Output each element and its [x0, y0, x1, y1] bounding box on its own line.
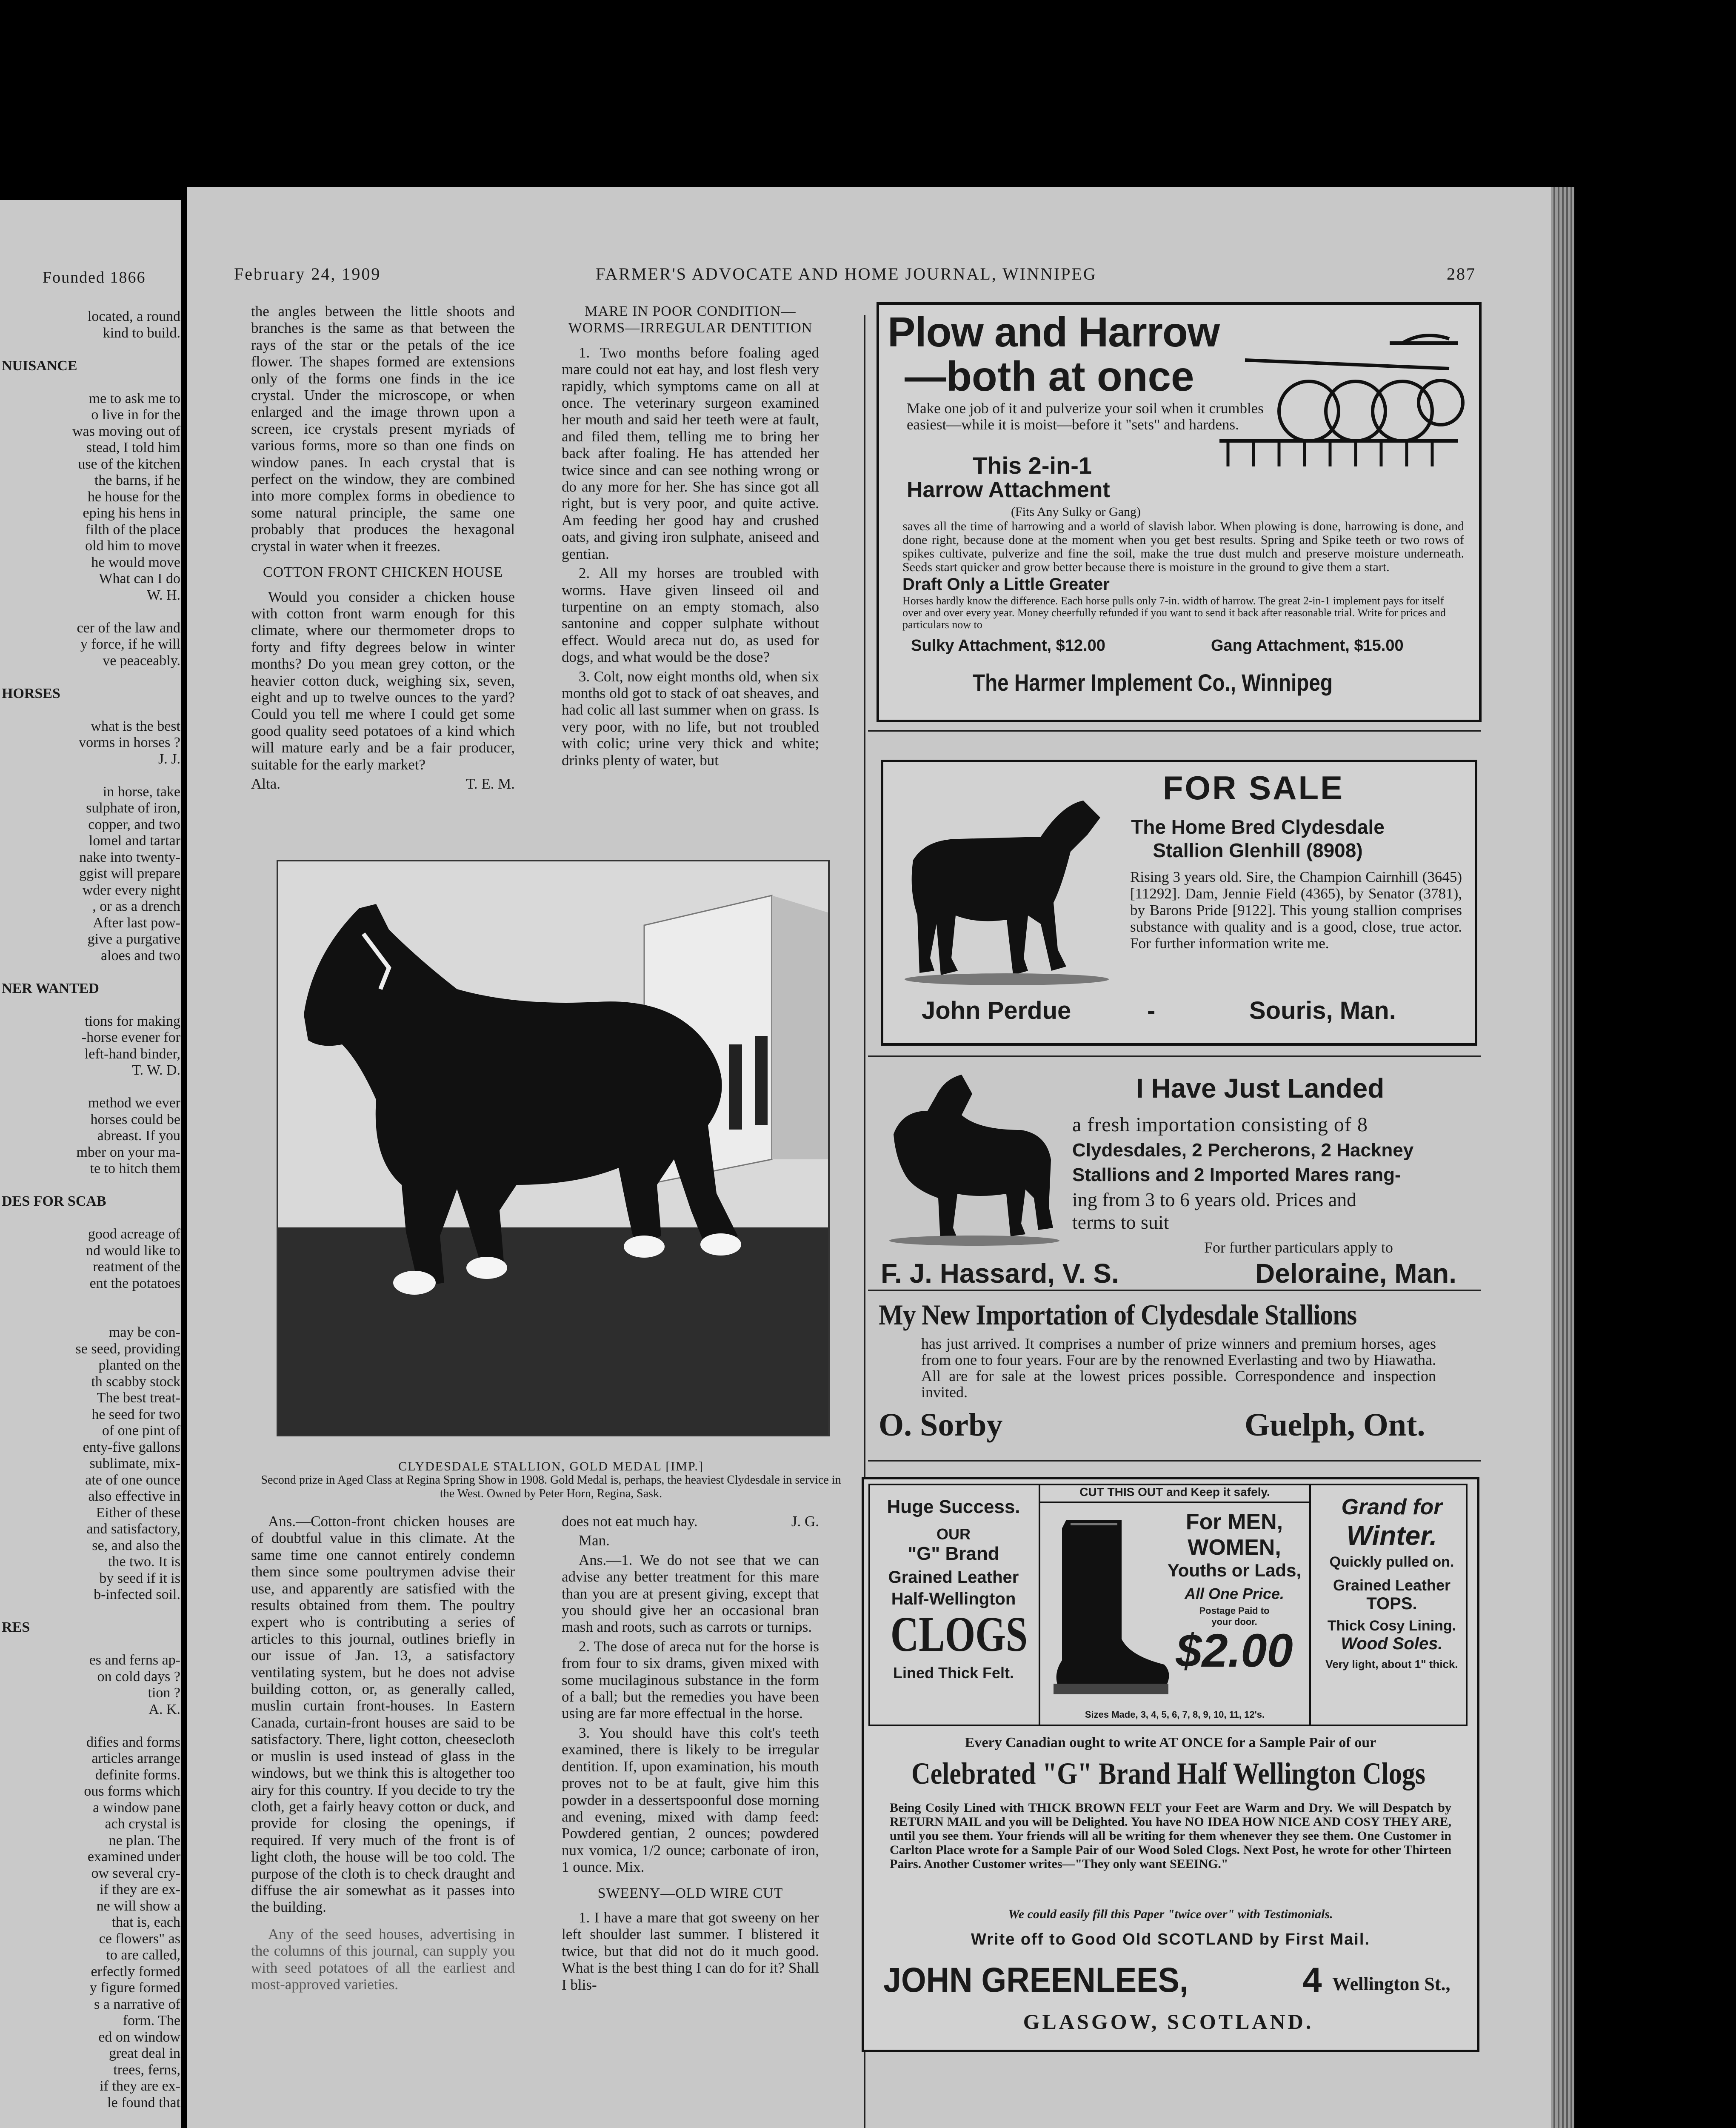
- sorby-body: has just arrived. It comprises a number of prize winners and premium horses, ages from one to four years. Four are by the renowned Everlasting and two by Hiawatha. All are for sale at the lowest prices possible. Correspondence and inspection invited.: [921, 1335, 1436, 1401]
- left-page-line: sulphate of iron,: [86, 800, 180, 816]
- page-date: February 24, 1909: [234, 264, 381, 283]
- landed-place: Deloraine, Man.: [1255, 1258, 1456, 1289]
- mare-a2: 2. The dose of areca nut for the horse is from four to six drams, given mixed with some mucilaginous substance in the form of a ball; but the remedies you have been using are far more effectual in the horse.: [562, 1638, 819, 1722]
- left-page-line: HORSES: [2, 685, 60, 701]
- left-page-line: planted on the: [98, 1357, 180, 1373]
- left-page-line: and satisfactory,: [86, 1521, 180, 1537]
- landed-further: For further particulars apply to: [1204, 1239, 1393, 1256]
- left-page-line: trees, ferns,: [113, 2062, 180, 2078]
- left-page-line: stead, I told him: [86, 440, 180, 455]
- left-page-line: [2, 341, 180, 358]
- left-page-line: old him to move: [85, 538, 180, 554]
- left-page-line: cer of the law and: [77, 620, 180, 636]
- left-page-line: DES FOR SCAB: [2, 1193, 106, 1209]
- clogs-mid-text: [1158, 1509, 1311, 1677]
- landed-line-1: a fresh importation consisting of 8: [1072, 1113, 1368, 1136]
- clogs-left-1: Huge Success.: [887, 1496, 1020, 1517]
- sale-place: Souris, Man.: [1249, 997, 1396, 1024]
- clogs-name: JOHN GREENLEES,: [883, 1961, 1188, 1999]
- sale-body: Rising 3 years old. Sire, the Champion Cairnhill (3645) [11292]. Dam, Jennie Field (4365), by Senator (3781), by Barons Pride [9122]. This young stallion comprises substance with quality and is a good, close, true actor. For further information write me.: [1130, 869, 1462, 952]
- left-page-line: [2, 374, 180, 391]
- left-page-line: what is the best: [91, 718, 180, 734]
- left-page-line: nd would like to: [86, 1242, 180, 1258]
- right-page: [187, 187, 1551, 2128]
- landed-line-5: terms to suit: [1072, 1211, 1169, 1233]
- horse-icon-landed: [881, 1070, 1064, 1249]
- clogs-left-2: OUR: [937, 1525, 971, 1543]
- clogs-city: GLASGOW, SCOTLAND.: [1023, 2010, 1314, 2034]
- left-page-line: nake into twenty-: [79, 849, 180, 865]
- left-page-line: th scabby stock: [91, 1373, 180, 1390]
- clogs-right-7: Wood Soles.: [1341, 1634, 1443, 1653]
- left-page-line: [2, 1603, 180, 1620]
- clogs-addr-num: 4: [1302, 1961, 1322, 1999]
- left-page-line: aloes and two: [101, 947, 180, 964]
- ad-for-sale: [881, 760, 1477, 1046]
- mare-a1: Ans.—1. We do not see that we can advise any better treatment for this mare than you are at present giving, except that you should give her an occasional bran mash and roots, such as carrots or turnips.: [562, 1551, 819, 1636]
- journal-title: FARMER'S ADVOCATE AND HOME JOURNAL, WINNIPEG: [596, 264, 1097, 283]
- left-page-line: ne will show a: [96, 1898, 180, 1914]
- left-page-line: te to hitch them: [90, 1161, 180, 1176]
- plow-draft-heading: Draft Only a Little Greater: [902, 575, 1110, 594]
- left-page-line: great deal in: [108, 2045, 180, 2061]
- left-page-line: RES: [2, 1619, 30, 1635]
- left-page-line: examined under: [87, 1849, 180, 1865]
- sale-dash: -: [1147, 997, 1156, 1024]
- landed-title: I Have Just Landed: [1136, 1073, 1385, 1104]
- clogs-write: Write off to Good Old SCOTLAND by First Mail.: [971, 1931, 1370, 1948]
- left-page-line: a window pane: [93, 1799, 180, 1816]
- left-page-line: he seed for two: [91, 1406, 180, 1422]
- left-page-line: erfectly formed: [91, 1963, 180, 1979]
- clogs-mid-1: For MEN,: [1185, 1510, 1283, 1534]
- left-page-line: ed on window: [98, 2029, 180, 2045]
- boot-icon: [1045, 1511, 1173, 1699]
- sweeny-q1: 1. I have a mare that got sweeny on her left shoulder last summer. I blistered it twice, but that did not do it much good. What is the best thing I can do for it? Shall I blis-: [562, 1909, 819, 1993]
- left-page-line: he would move: [91, 554, 180, 570]
- clogs-left-panel: [873, 1496, 1034, 1682]
- left-page-line: may be con-: [108, 1324, 180, 1340]
- left-page-line: the barns, if he: [94, 472, 180, 488]
- left-page-line: articles arrange: [91, 1750, 180, 1766]
- left-page-line: [2, 1177, 180, 1194]
- left-page-line: he house for the: [87, 489, 180, 505]
- left-page-line: y force, if he will: [80, 636, 180, 652]
- left-page-line: sublimate, mix-: [89, 1456, 180, 1471]
- clogs-mid-4: All One Price.: [1184, 1585, 1285, 1602]
- sale-sub-1: The Home Bred Clydesdale: [1131, 816, 1385, 838]
- clogs-body: Being Cosily Lined with THICK BROWN FELT your Feet are Warm and Dry. We will Despatch by RETURN MAIL and you will be Delighted. You have NO IDEA HOW NICE AND COSY THEY ARE, until you see them. Your friends will all be writing for them whenever they see them. One Customer in Carlton Place wrote for a Sample Pair of our Wood Soled Clogs. Next Post, he wrote for other Thirteen Pairs. Another Customer writes—"They only want SEEING.": [890, 1801, 1451, 1871]
- left-page-line: y figure formed: [89, 1980, 180, 1996]
- plow-title-2: —both at once: [905, 353, 1194, 400]
- clogs-right-3: Quickly pulled on.: [1329, 1554, 1454, 1570]
- left-page-line: [2, 1292, 180, 1308]
- plow-name-1: This 2-in-1: [973, 452, 1092, 479]
- chicken-sig-place: Alta.: [251, 775, 281, 792]
- left-page-line: , or as a drench: [92, 898, 180, 914]
- clogs-left-6: CLOGS: [890, 1606, 1028, 1662]
- left-page-line: the two. It is: [108, 1554, 180, 1570]
- left-page-line: enty-five gallons: [83, 1439, 180, 1455]
- mare-q2: 2. All my horses are troubled with worms. Have given linseed oil and turpentine on an empty stomach, also santonine and copper sulphate without effect. Would areca nut do, as used for dogs, and what would be the dose?: [562, 565, 819, 666]
- horse-icon-sale: [900, 788, 1113, 988]
- mare-q1: 1. Two months before foaling aged mare could not eat hay, and lost flesh very rapidly, which symptoms came on all at once. The veterinary surgeon examined her mouth and said her teeth were at fault, and filed them, telling me to bring her back after foaling. He has attended her twice since and can see nothing wrong or do any more for her. She has since got all right, but is very poor, and quite active. Am feeding her good hay and crushed oats, and giving iron sulphate, aniseed and gentian.: [562, 344, 819, 562]
- plow-intro: Make one job of it and pulverize your soil when it crumbles easiest—while it is moist—before it "sets" and hardens.: [907, 400, 1264, 433]
- left-page-line: b-infected soil.: [94, 1587, 180, 1602]
- chicken-answer-2: Any of the seed houses, advertising in the columns of this journal, can supply you with seed potatoes of all the earliest and most-approved varieties.: [251, 1925, 515, 1993]
- left-page-line: method we ever: [88, 1095, 180, 1111]
- left-page-line: difies and forms: [86, 1734, 180, 1750]
- left-page-column: [2, 309, 180, 2111]
- chicken-house-heading: COTTON FRONT CHICKEN HOUSE: [263, 564, 503, 581]
- left-page-line: reatment of the: [93, 1259, 180, 1275]
- left-page-line: ow several cry-: [91, 1865, 180, 1881]
- left-page-line: le found that: [107, 2094, 180, 2111]
- left-page-line: also effective in: [88, 1488, 180, 1504]
- left-page-line: NUISANCE: [2, 358, 77, 374]
- left-page-line: in horse, take: [103, 784, 180, 800]
- clogs-right-2: Winter.: [1346, 1520, 1437, 1551]
- left-page-line: form. The: [123, 2013, 180, 2028]
- left-page-line: [2, 604, 180, 620]
- left-page-line: [2, 997, 180, 1013]
- column-1-bottom: [251, 1513, 515, 1995]
- mare-cont: [562, 1513, 819, 1530]
- clogs-price: $2.00: [1176, 1625, 1293, 1677]
- mare-a3: 3. You should have this colt's teeth examined, there is likely to be irregular dentition. If, upon examination, his mouth proves not to be at fault, give him this powder in a dessertspoonful dose morning and evening, mixed with damp feed: Powdered gentian, 2 ounces; powdered nux vomica, 1/2 ounce; carbonate of iron, 1 ounce. Mix.: [562, 1724, 819, 1876]
- plow-gang-price: Gang Attachment, $15.00: [1211, 637, 1404, 655]
- clydesdale-photo: [277, 860, 830, 1436]
- left-page-line: [2, 1718, 180, 1734]
- clogs-right-5: TOPS.: [1366, 1594, 1417, 1613]
- left-page-line: ve peaceably.: [103, 652, 180, 669]
- clogs-left-5: Half-Wellington: [891, 1590, 1016, 1608]
- ad-rule-1: [868, 730, 1481, 732]
- left-page-line: me to ask me to: [89, 390, 180, 406]
- sale-sub-2: Stallion Glenhill (8908): [1153, 839, 1363, 861]
- column-2-top: [562, 303, 819, 771]
- sweeny-heading: SWEENY—OLD WIRE CUT: [597, 1885, 783, 1901]
- sale-name: John Perdue: [922, 997, 1071, 1024]
- clogs-every: Every Canadian ought to write AT ONCE for a Sample Pair of our: [965, 1735, 1376, 1750]
- left-page-line: to are called,: [106, 1947, 180, 1963]
- left-page-line: abreast. If you: [97, 1128, 180, 1144]
- page-number: 287: [1447, 264, 1476, 283]
- mare-sig-initials: J. G.: [791, 1513, 819, 1530]
- left-page-line: that is, each: [111, 1914, 180, 1930]
- left-page-line: if they are ex-: [100, 1882, 180, 1897]
- left-page-line: by seed if it is: [99, 1570, 180, 1586]
- left-page: [0, 200, 181, 2128]
- ad-plow-harrow: [877, 302, 1482, 722]
- left-page-line: s a narrative of: [94, 1996, 180, 2012]
- left-page-line: J. J.: [158, 751, 180, 767]
- ad-sorby: [879, 1298, 1483, 1477]
- ad-rule-2: [868, 1055, 1481, 1057]
- left-page-line: definite forms.: [95, 1767, 180, 1783]
- left-page-line: vorms in horses ?: [79, 735, 180, 750]
- left-page-line: [2, 669, 180, 686]
- left-page-line: kind to build.: [103, 325, 180, 341]
- left-page-line: lomel and tartar: [89, 833, 180, 849]
- ad-rule-4: [868, 1460, 1481, 1462]
- clogs-mid-2: WOMEN,: [1188, 1535, 1281, 1560]
- sale-title: FOR SALE: [1162, 769, 1345, 807]
- left-page-line: give a purgative: [87, 931, 180, 947]
- clogs-right-1: Grand for: [1341, 1495, 1442, 1519]
- left-page-line: left-hand binder,: [84, 1046, 180, 1062]
- photo-caption: [260, 1460, 842, 1501]
- plow-body: saves all the time of harrowing and a world of slavish labor. When plowing is done, harrowing is done, and done right, because done at the moment when you get best results. Spring and Spike teeth or two rows of spikes cultivate, pulverize and fine the soil, make the true dust mulch and preserve moisture underneath. Seeds start quicker and grow better because there is moisture in the ground to give them a start.: [902, 519, 1464, 574]
- plow-title-1: Plow and Harrow: [888, 309, 1220, 355]
- left-page-line: wder every night: [82, 882, 180, 898]
- left-page-line: ous forms which: [84, 1783, 180, 1799]
- left-page-line: if they are ex-: [100, 2078, 180, 2094]
- clogs-right-4: Grained Leather: [1333, 1576, 1451, 1594]
- left-page-line: tions for making: [85, 1013, 180, 1029]
- column-1-top: [251, 303, 515, 795]
- column-2-bottom: [562, 1513, 819, 1996]
- clogs-right-panel: [1315, 1494, 1468, 1671]
- plow-company: The Harmer Implement Co., Winnipeg: [973, 669, 1333, 696]
- clogs-celebrated: Celebrated "G" Brand Half Wellington Clogs: [911, 1756, 1426, 1790]
- sorby-name: O. Sorby: [879, 1407, 1003, 1443]
- left-page-line: [2, 702, 180, 718]
- left-page-line: [2, 1079, 180, 1095]
- ad-rule-3: [868, 1290, 1481, 1291]
- landed-name: F. J. Hassard, V. S.: [881, 1258, 1119, 1289]
- clogs-addr-street: Wellington St.,: [1332, 1974, 1450, 1994]
- left-page-line: The best treat-: [97, 1390, 180, 1406]
- left-page-line: [2, 1210, 180, 1227]
- left-page-header: Founded 1866: [43, 269, 146, 286]
- left-page-line: was moving out of: [72, 423, 180, 439]
- clogs-cut-line: CUT THIS OUT and Keep it safely.: [1039, 1485, 1311, 1503]
- mare-q3: 3. Colt, now eight months old, when six months old got to stack of oat sheaves, and had colic all last summer when on grass. Is very poor, with no life, but not troubled with colic; urine very thick and white; drinks plenty of water, but: [562, 668, 819, 769]
- left-page-line: se seed, providing: [75, 1341, 180, 1357]
- clogs-testimonials: We could easily fill this Paper "twice over" with Testimonials.: [1008, 1907, 1333, 1921]
- left-page-line: copper, and two: [88, 816, 180, 832]
- left-page-line: T. W. D.: [132, 1062, 180, 1078]
- book-page-edges: [1551, 187, 1574, 2128]
- left-page-line: filth of the place: [85, 521, 180, 538]
- plow-fits: (Fits Any Sulky or Gang): [1011, 505, 1141, 519]
- left-page-line: use of the kitchen: [78, 456, 180, 472]
- left-page-line: ne plan. The: [108, 1832, 180, 1848]
- sorby-place: Guelph, Ont.: [1245, 1407, 1425, 1443]
- left-page-line: ate of one ounce: [85, 1472, 180, 1488]
- chicken-answer-1: Ans.—Cotton-front chicken houses are of doubtful value in this climate. At the same time one cannot entirely condemn them since some poultrymen advise their use, and apparently are satisfied with the results obtained from them. The poultry expert who is contributing a series of articles to this journal, outlines briefly in our issue of Jan. 13, a satisfactory ventilating system, but he does not advise building cotton, or, as generally called, muslin curtain front-houses. In Eastern Canada, curtain-front houses are said to be satisfactory. There, light cotton, cheesecloth or muslin is used instead of glass in the windows, but we think this is altogether too airy for this country. If you decide to try the cloth, get a fairly heavy cotton or duck, and provide for closing the openings, if required. If very much of the front is of light cloth, the house will be too cold. The purpose of the cloth is to check draught and diffuse the air somewhat as it passes into the building.: [251, 1513, 515, 1916]
- left-page-line: o live in for the: [91, 407, 180, 423]
- left-page-line: located, a round: [87, 309, 180, 324]
- clogs-left-4: Grained Leather: [888, 1568, 1019, 1587]
- chicken-signature: [251, 775, 515, 792]
- landed-line-3: Stallions and 2 Imported Mares rang-: [1072, 1164, 1401, 1185]
- clogs-mid-5: Postage Paid to your door.: [1199, 1605, 1270, 1627]
- clogs-left-3: "G" Brand: [908, 1543, 999, 1564]
- ice-crystal-paragraph: the angles between the little shoots and branches is the same as that between the rays of the star or the petals of the ice flower. The shapes formed are extensions only of the forms one finds in the ice crystal. Under the microscope, or when enlarged and the image thrown upon a screen, ice crystals present myriads of various forms, more so than one finds on window panes. In each crystal that is perfect on the window, they are combined into more complex forms in obedience to some natural principle, the same one probably that produces the hexagonal crystal in water when it freezes.: [251, 303, 515, 555]
- mare-cont-text: does not eat much hay.: [562, 1513, 698, 1530]
- horse-photo-illustration: [278, 861, 828, 1435]
- ad-clogs: [862, 1477, 1479, 2052]
- chicken-sig-name: T. E. M.: [465, 775, 515, 792]
- left-page-line: After last pow-: [93, 915, 180, 931]
- left-page-line: What can I do: [99, 571, 180, 586]
- left-page-line: [2, 1308, 180, 1325]
- plow-draft-text: Horses hardly know the difference. Each horse pulls only 7-in. width of harrow. The great 2-in-1 implement pays for itself over and over every year. Money cheerfully refunded if you want to send it back after reasonable trial. Write for prices and particulars now to: [902, 595, 1446, 631]
- left-page-line: W. H.: [146, 587, 180, 603]
- left-page-line: se, and also the: [92, 1537, 180, 1553]
- plow-name-2: Harrow Attachment: [907, 478, 1110, 502]
- mare-heading: MARE IN POOR CONDITION—WORMS—IRREGULAR DENTITION: [568, 303, 813, 336]
- sorby-title: My New Importation of Clydesdale Stallions: [879, 1299, 1357, 1331]
- landed-line-4: ing from 3 to 6 years old. Prices and: [1072, 1189, 1357, 1210]
- left-page-line: [2, 1636, 180, 1653]
- left-page-line: [2, 964, 180, 981]
- mare-sig-place: Man.: [579, 1532, 610, 1549]
- clogs-sizes: Sizes Made, 3, 4, 5, 6, 7, 8, 9, 10, 11, 12's.: [1085, 1709, 1265, 1720]
- clogs-right-6: Thick Cosy Lining.: [1327, 1618, 1456, 1634]
- left-page-line: es and ferns ap-: [89, 1652, 180, 1668]
- left-page-line: -horse evener for: [81, 1030, 180, 1045]
- chicken-question: Would you consider a chicken house with cotton front warm enough for this climate, where our thermometer drops to forty and fifty degrees below in winter months? Do you mean grey cotton, or the heavier cotton duck, weighing six, seven, eight and up to twelve ounces to the yard? Could you tell me where I could get some good quality seed potatoes of a kind which will mature early and be a fair producer, suitable for the early market?: [251, 588, 515, 773]
- clogs-left-7: Lined Thick Felt.: [893, 1664, 1014, 1682]
- left-page-line: of one pint of: [102, 1423, 180, 1439]
- left-page-line: Either of these: [96, 1504, 180, 1521]
- left-page-line: ggist will prepare: [79, 866, 180, 881]
- left-page-line: good acreage of: [88, 1226, 180, 1242]
- landed-line-2: Clydesdales, 2 Percherons, 2 Hackney: [1072, 1140, 1414, 1161]
- left-page-line: [2, 767, 180, 784]
- clogs-mid-3: Youths or Lads,: [1167, 1560, 1302, 1580]
- plow-sulky-price: Sulky Attachment, $12.00: [911, 637, 1105, 655]
- left-page-line: A. K.: [148, 1701, 180, 1717]
- photo-caption-text: Second prize in Aged Class at Regina Spring Show in 1908. Gold Medal is, perhaps, the heaviest Clydesdale in service in the West. Owned by Peter Horn, Regina, Sask.: [261, 1473, 841, 1500]
- left-page-line: ce flowers" as: [99, 1931, 180, 1947]
- left-page-line: NER WANTED: [2, 980, 99, 996]
- left-page-line: on cold days ?: [97, 1668, 180, 1685]
- photo-caption-title: CLYDESDALE STALLION, GOLD MEDAL [IMP.]: [398, 1459, 704, 1473]
- left-page-line: eping his hens in: [83, 505, 180, 521]
- clogs-right-8: Very light, about 1" thick.: [1325, 1658, 1458, 1670]
- left-page-line: ent the potatoes: [89, 1275, 180, 1291]
- left-page-line: ach crystal is: [105, 1816, 180, 1832]
- left-page-line: horses could be: [90, 1111, 180, 1127]
- left-page-line: mber on your ma-: [76, 1144, 180, 1160]
- left-page-line: tion ?: [148, 1685, 180, 1701]
